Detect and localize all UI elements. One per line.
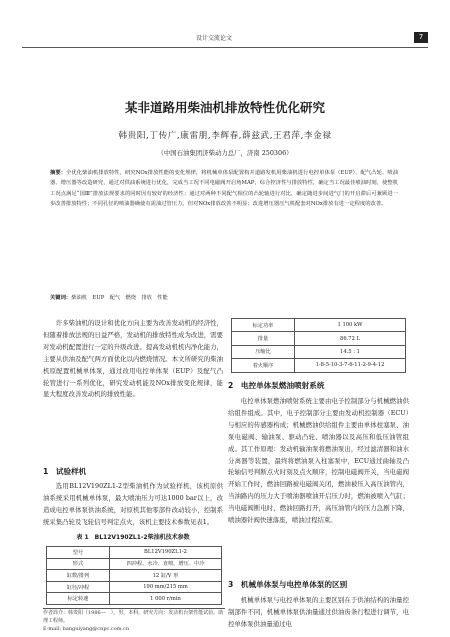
table-row bbox=[47, 593, 222, 605]
table-cell: 1 100 kW bbox=[295, 319, 406, 332]
section-2-text: 电控单体泵燃油喷射系统主要由电子控制部分与机械燃油供给组件组成。其中，电子控制部分主要由发动机控制器（ECU）与相应的传感器构成；机械燃油供给组件主要由单体柱塞泵、油泵电磁阀、输油泵、驱动凸轮、喷油器以及高压和低压油管组成。其工作原理：发动机输油泵将燃油泵出，经过滤清器和油水分离器等装置，最终将燃油泵入柱塞泵中，ECU通过曲轴及凸轮轴信号判断点火时刻及点火顺序，控制电磁阀开关，当电磁阀开始工作时，燃油回路被电磁阀关闭，燃油被压入高压油管内，当油路内的压力大于喷油器喷油开启压力时，燃油被喷入气缸；当电磁阀断电时，燃油回路打开，高压油管内的压力急剧下降，喷油器针阀快速落座，喷油过程结束。 bbox=[228, 397, 409, 525]
author-list: 韩贵阳,丁传广,康雷朋,李辉春,薛兹武,王君萍,李金禄 bbox=[118, 131, 332, 141]
left-column bbox=[43, 318, 223, 401]
abstract-label: 摘要： bbox=[50, 170, 67, 176]
table-row bbox=[232, 359, 406, 372]
intro-paragraph: 许多柴油机的设计和优化方向主要为改善发动机的经济性，但随着排放法规的日益严格，发动机的排放特性成为改进，需要对发动机配置进行一定的升级改进。提高发动机机内净化能力，主要从供油及配气两方面优化以内燃烧情况。本文所研究的柴油机原配置机械单体泵，通过改用电控单体泵（EUP）及配气凸轮管进行一系列优化，研究发动机能及NOx排放变化规律，能显大程度改善发动机的排放性能。 bbox=[43, 319, 223, 399]
table-row bbox=[232, 319, 406, 332]
table-row bbox=[47, 547, 222, 559]
author-footnote bbox=[43, 608, 225, 633]
table-cell: 86.72 L bbox=[295, 332, 406, 345]
page-number: 7 bbox=[414, 32, 428, 43]
table-cell: 1 000 r/min bbox=[110, 593, 222, 605]
table-cell: 形式 bbox=[47, 558, 110, 570]
table-1-caption: 表 1 BL12V190ZL1-2柴油机技术参数 bbox=[76, 534, 190, 541]
keywords-text: 柴油机 EUP 配气 燃烧 排放 性能 bbox=[71, 295, 168, 301]
keywords-label: 关键词： bbox=[50, 295, 72, 301]
affiliation: （中国石油集团济柴动力总厂，济南 250306） bbox=[157, 149, 293, 157]
table-cell: 压缩比 bbox=[232, 345, 295, 358]
table-cell: 12 缸/V 形 bbox=[110, 570, 222, 582]
keywords bbox=[50, 293, 398, 301]
table-cell: 着火顺序 bbox=[232, 359, 295, 372]
table-row bbox=[232, 332, 406, 345]
table-cell: 标定转速 bbox=[47, 593, 110, 605]
section-3-heading: 3 机械单体泵与电控单体泵的区别 bbox=[228, 580, 348, 589]
table-cell: 缸径/冲程 bbox=[47, 581, 110, 593]
table-cell: 排量 bbox=[232, 332, 295, 345]
section-1-text: 选用BL12V190ZL1-2型柴油机作为试验样机，该机原供油系统采用机械单体泵，最大喷油压力可达1000 bar以上，改造成电控单体泵供油系统，对原机其他零部件改动较小，控制系统采集凸轮及飞轮信号判定点火，该机主要技术参数见表1。 bbox=[43, 482, 223, 526]
abstract-text: 全优化柴油机排放特性，研究NOx排放性能的变化规律，将机械单体泵配置构并道路发机用柴油机进行电控单体泵（EUP）、配气凸轮、喷油器、增压器等改造研究，通过对供油系统进行优化，完成当工况不同电磁阀开启角MAP，综合控济性与排放特性，确定当工况最佳喷油时刻，使整机工况点满足“国Ⅲ”排放法规要求的同时因有较好的经济性；通过对两种不同配气相位的凸轮轴进行对比，确定随进步间进气门的开启滞后可兼顾进一步改善排放特性；不同孔径的喷油器确使有需油过管压力，但对NOx排放改善不明显；改进增压器压气机配套对NOx排放有进一定程度的改善。 bbox=[50, 170, 398, 208]
section-3-text: 机械单体泵与电控单体泵的主要区别在于供油结构的油量控制部件不同，机械单体泵供油量通过供油齿条行程进行调节，电控单体泵供油量通过电 bbox=[228, 596, 409, 628]
table-row bbox=[232, 345, 406, 358]
table-cell: 1-8-5-10-3-7-6-11-2-9-4-12 bbox=[295, 359, 406, 372]
table-cell: 190 mm/215 mm bbox=[110, 581, 222, 593]
table-cell: 14.5 : 1 bbox=[295, 345, 406, 358]
table-cell: 四冲程、水冷、直喷、增压、中冷 bbox=[110, 558, 222, 570]
section-1-heading: 1 试验样机 bbox=[43, 467, 87, 476]
section-2-text-wrap bbox=[228, 396, 409, 527]
table-1 bbox=[46, 546, 222, 605]
table-row bbox=[47, 570, 222, 582]
section-1-text-wrap bbox=[43, 481, 223, 529]
article-title: 某非道路用柴油机排放特性优化研究 bbox=[124, 100, 325, 115]
page-header bbox=[22, 33, 428, 48]
abstract bbox=[50, 168, 398, 210]
table-cell: 型号 bbox=[47, 547, 110, 559]
table-cell: 标定功率 bbox=[232, 319, 295, 332]
footnote-author: 作者简介：韩贵阳（1986— ），男，本科，研究方向：发动机台架性能试验。助理工程师。 bbox=[43, 610, 224, 624]
table-cell: BL12V190ZL1-2 bbox=[110, 547, 222, 559]
journal-name: 设计交流论文 bbox=[195, 35, 232, 42]
section-2-heading: 2 电控单体泵燃油喷射系统 bbox=[228, 381, 325, 390]
table-1-continued bbox=[231, 318, 406, 373]
section-3-text-wrap bbox=[228, 595, 409, 631]
table-row bbox=[47, 581, 222, 593]
table-cell: 缸数/排列 bbox=[47, 570, 110, 582]
table-row bbox=[47, 558, 222, 570]
footnote-email: E-mail: hanguiyang@cnpc.com.cn bbox=[43, 626, 130, 632]
